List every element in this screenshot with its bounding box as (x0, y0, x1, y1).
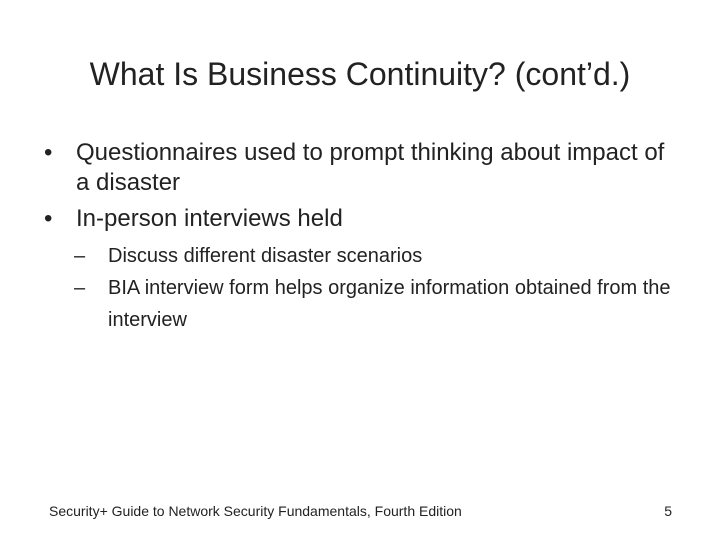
slide-title: What Is Business Continuity? (cont’d.) (89, 56, 631, 92)
bullet-text: Questionnaires used to prompt thinking about impact of a disaster (76, 139, 665, 196)
bullet-item (44, 138, 684, 198)
sub-bullet-item (74, 272, 684, 336)
bullet-list (44, 138, 684, 336)
sub-bullet-list (74, 240, 684, 336)
bullet-marker: • (44, 205, 53, 232)
bullet-marker: • (44, 139, 53, 166)
sub-bullet-item (74, 240, 684, 272)
slide-footer: Security+ Guide to Network Security Fundamentals, Fourth Edition (49, 503, 462, 519)
sub-bullet-text: Discuss different disaster scenarios (108, 245, 423, 267)
sub-bullet-marker: – (74, 277, 86, 299)
sub-bullet-marker: – (74, 245, 86, 267)
sub-bullet-text: BIA interview form helps organize information obtained from the interview (108, 277, 671, 331)
bullet-item (44, 204, 684, 234)
bullet-text: In-person interviews held (76, 205, 343, 232)
page-number: 5 (664, 503, 672, 519)
